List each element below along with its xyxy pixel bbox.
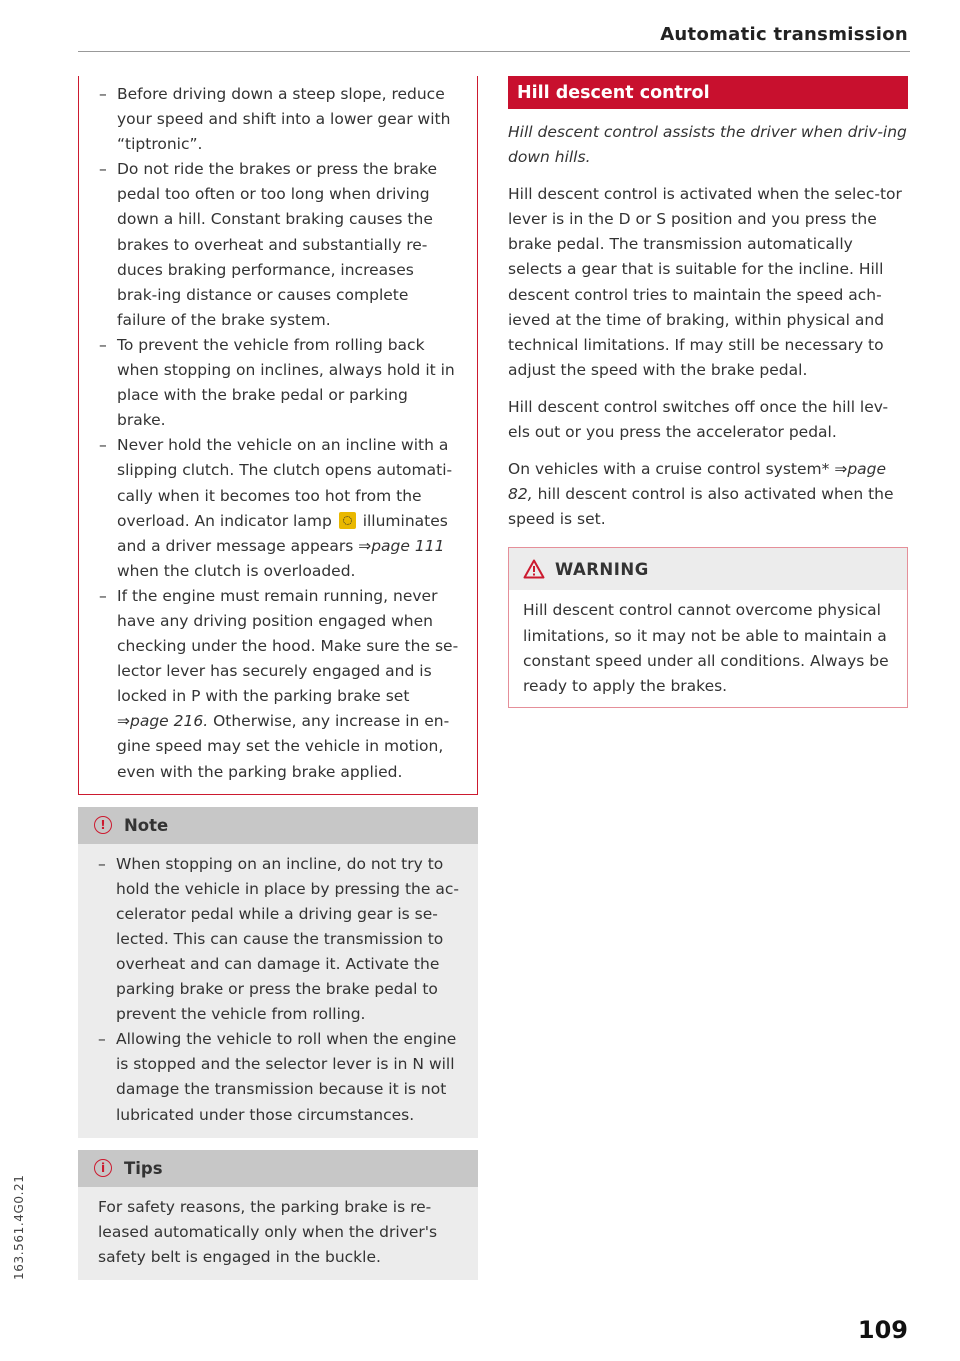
item-text: Otherwise, any increase in en-gine speed may set the vehicle in motion, even with the parking brake applied. — [117, 712, 450, 781]
warning-body — [509, 590, 907, 706]
list-item: – Allowing the vehicle to roll when the engine is stopped and the selector lever is in N will damage the transmission because it is not lubricated under those circumstances. — [98, 1027, 462, 1127]
list-item: – To prevent the vehicle from rolling back when stopping on inclines, always hold it in place with the brake pedal or parking brake. — [99, 333, 459, 433]
tips-body — [78, 1187, 478, 1280]
item-text: when the clutch is overloaded. — [117, 561, 356, 580]
list-item: – When stopping on an incline, do not try to hold the vehicle in place by pressing the ac-celerator pedal while a driving gear is se-lected. This can cause the transmission to overheat and can damage it. Activate the parking brake or press the brake pedal to prevent the vehicle from rolling. — [98, 852, 462, 1028]
list-item: – Do not ride the brakes or press the brake pedal too often or too long when driving down a hill. Constant braking causes the brakes to overheat and substantially re-duces braking performance, increases brak-ing distance or causes complete failure of the brake system. — [99, 157, 459, 333]
page-reference-link[interactable]: ⇒page 111 — [358, 536, 445, 555]
note-block — [78, 807, 478, 1138]
warning-triangle-icon — [523, 559, 545, 579]
paragraph — [508, 457, 908, 532]
note-body — [78, 844, 478, 1138]
list-item — [99, 584, 459, 785]
tips-text: For safety reasons, the parking brake is re-leased automatically only when the driver's safety belt is engaged in the buckle. — [98, 1197, 438, 1266]
item-text: Never hold the vehicle on an incline with a slipping clutch. The clutch opens automati-cally when it becomes too hot from the overload. An indicator lamp — [117, 436, 453, 530]
tips-block — [78, 1150, 478, 1280]
header-rule — [78, 51, 910, 52]
list-item: – Before driving down a steep slope, reduce your speed and shift into a lower gear with “tiptronic”. — [99, 82, 459, 157]
note-header — [78, 807, 478, 844]
paragraph-text: hill descent control is also activated when the speed is set. — [508, 485, 894, 529]
left-column — [78, 76, 478, 1280]
warning-text: Hill descent control cannot overcome physical limitations, so it may not be able to maintain a constant speed under all conditions. Always be ready to apply the brakes. — [523, 601, 889, 695]
clutch-indicator-lamp-icon — [339, 512, 356, 529]
right-column — [508, 76, 908, 708]
paragraph: Hill descent control is activated when the selec-tor lever is in the D or S position and you press the brake pedal. The transmission automatically selects a gear that is suitable for the incline. Hill descent control tries to maintain the speed ach-ieved at the time of braking, within physical and technical limitations. If may still be necessary to adjust the speed with the brake pedal. — [508, 185, 902, 379]
tips-label: Tips — [124, 1158, 163, 1178]
page-header-title: Automatic transmission — [660, 24, 908, 45]
page-number: 109 — [857, 1316, 908, 1344]
tips-header — [78, 1150, 478, 1187]
page-reference-link[interactable]: ⇒page 216. — [117, 712, 209, 731]
paragraph-text: On vehicles with a cruise control system* — [508, 460, 830, 479]
page-reference-link[interactable]: ⇒page 82, — [508, 460, 887, 504]
note-list — [98, 852, 462, 1128]
info-circle-icon: i — [94, 1159, 112, 1177]
item-text: If the engine must remain running, never have any driving position engaged when checking under the hood. Make sure the se-lector lever has securely engaged and is locked in P with the parking brake set — [117, 586, 459, 706]
warning-header — [509, 548, 907, 590]
warning-block — [508, 547, 908, 707]
exclamation-circle-icon: ! — [94, 816, 112, 834]
warning-continuation-box — [78, 76, 478, 795]
note-label: Note — [124, 815, 169, 835]
document-code: 163.561.4G0.21 — [12, 1174, 26, 1280]
warning-list — [99, 82, 459, 785]
section-title: Hill descent control — [508, 76, 908, 109]
section-lead: Hill descent control assists the driver when driv-ing down hills. — [508, 123, 907, 167]
warning-label: WARNING — [555, 559, 649, 579]
list-item — [99, 433, 459, 584]
paragraph: Hill descent control switches off once the hill lev-els out or you press the accelerator pedal. — [508, 397, 889, 442]
item-text: illuminates and a driver message appears — [117, 511, 448, 555]
